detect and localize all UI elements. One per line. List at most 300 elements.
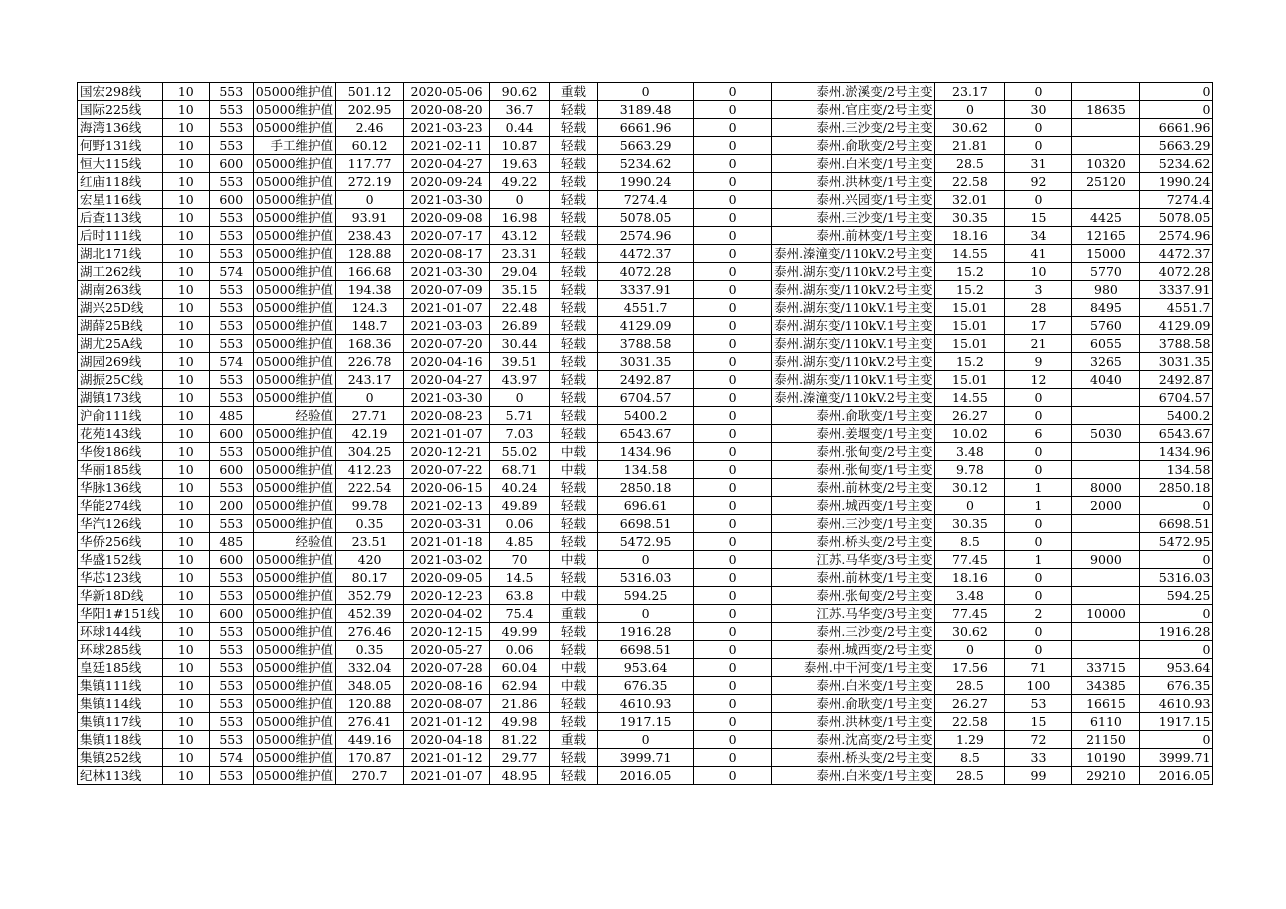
cell-transformer[interactable]: 泰州.湖东变/110kV.1号主变: [772, 317, 935, 335]
cell-line-name[interactable]: 华芯123线: [78, 569, 163, 587]
cell-line-name[interactable]: 华能274线: [78, 497, 163, 515]
cell-source-type[interactable]: 05000维护值: [253, 443, 335, 461]
cell-voltage[interactable]: 10: [162, 569, 209, 587]
cell-rated-current[interactable]: 600: [209, 605, 253, 623]
cell-user-count[interactable]: 0: [1005, 407, 1072, 425]
cell-line-name[interactable]: 国际225线: [78, 101, 163, 119]
cell-line-name[interactable]: 环球285线: [78, 641, 163, 659]
cell-user-count[interactable]: 0: [1005, 569, 1072, 587]
cell-transformer[interactable]: 泰州.桥头变/2号主变: [772, 749, 935, 767]
cell-line-name[interactable]: 华阳1#151线: [78, 605, 163, 623]
cell-transformer[interactable]: 泰州.张甸变/2号主变: [772, 587, 935, 605]
cell-load-rate[interactable]: 0.06: [490, 515, 550, 533]
cell-rated-current[interactable]: 553: [209, 119, 253, 137]
cell-last-value[interactable]: 2574.96: [1140, 227, 1213, 245]
cell-last-value[interactable]: 2016.05: [1140, 767, 1213, 785]
cell-load-current[interactable]: 243.17: [336, 371, 404, 389]
cell-load-current[interactable]: 332.04: [336, 659, 404, 677]
cell-voltage[interactable]: 10: [162, 137, 209, 155]
cell-date[interactable]: 2021-03-02: [404, 551, 490, 569]
cell-col-zero[interactable]: 0: [694, 767, 772, 785]
cell-user-count[interactable]: 1: [1005, 497, 1072, 515]
cell-last-value[interactable]: 6661.96: [1140, 119, 1213, 137]
cell-line-name[interactable]: 海湾136线: [78, 119, 163, 137]
cell-load-status[interactable]: 轻载: [550, 101, 598, 119]
cell-user-count[interactable]: 28: [1005, 299, 1072, 317]
cell-col-zero[interactable]: 0: [694, 623, 772, 641]
cell-transformer-value[interactable]: 1.29: [935, 731, 1005, 749]
cell-last-value[interactable]: 7274.4: [1140, 191, 1213, 209]
cell-rated-current[interactable]: 574: [209, 749, 253, 767]
cell-line-name[interactable]: 集镇114线: [78, 695, 163, 713]
cell-rated-current[interactable]: 553: [209, 641, 253, 659]
cell-transformer-value[interactable]: 30.12: [935, 479, 1005, 497]
cell-available-capacity[interactable]: 3999.71: [598, 749, 694, 767]
cell-voltage[interactable]: 10: [162, 443, 209, 461]
cell-line-name[interactable]: 集镇252线: [78, 749, 163, 767]
cell-voltage[interactable]: 10: [162, 641, 209, 659]
cell-rated-current[interactable]: 553: [209, 389, 253, 407]
cell-load-status[interactable]: 轻载: [550, 137, 598, 155]
cell-transformer[interactable]: 泰州.俞耿变/1号主变: [772, 407, 935, 425]
cell-load-status[interactable]: 中载: [550, 677, 598, 695]
cell-transformer[interactable]: 泰州.白米变/1号主变: [772, 677, 935, 695]
cell-available-capacity[interactable]: 953.64: [598, 659, 694, 677]
cell-rated-current[interactable]: 553: [209, 569, 253, 587]
cell-col-zero[interactable]: 0: [694, 191, 772, 209]
cell-source-type[interactable]: 05000维护值: [253, 191, 335, 209]
cell-rated-current[interactable]: 553: [209, 245, 253, 263]
cell-voltage[interactable]: 10: [162, 173, 209, 191]
cell-line-name[interactable]: 华丽185线: [78, 461, 163, 479]
cell-user-count[interactable]: 0: [1005, 533, 1072, 551]
cell-source-type[interactable]: 05000维护值: [253, 371, 335, 389]
cell-last-value[interactable]: 2492.87: [1140, 371, 1213, 389]
cell-user-count[interactable]: 0: [1005, 623, 1072, 641]
cell-user-count[interactable]: 15: [1005, 209, 1072, 227]
cell-transformer[interactable]: 泰州.三沙变/1号主变: [772, 209, 935, 227]
cell-available-capacity[interactable]: 2016.05: [598, 767, 694, 785]
cell-voltage[interactable]: 10: [162, 749, 209, 767]
cell-load-current[interactable]: 80.17: [336, 569, 404, 587]
cell-col-zero[interactable]: 0: [694, 425, 772, 443]
cell-date[interactable]: 2020-04-02: [404, 605, 490, 623]
cell-user-capacity[interactable]: 33715: [1072, 659, 1140, 677]
cell-line-name[interactable]: 红庙118线: [78, 173, 163, 191]
cell-available-capacity[interactable]: 5234.62: [598, 155, 694, 173]
cell-date[interactable]: 2020-07-09: [404, 281, 490, 299]
cell-available-capacity[interactable]: 2492.87: [598, 371, 694, 389]
cell-voltage[interactable]: 10: [162, 191, 209, 209]
cell-date[interactable]: 2020-08-17: [404, 245, 490, 263]
cell-load-current[interactable]: 128.88: [336, 245, 404, 263]
cell-user-count[interactable]: 31: [1005, 155, 1072, 173]
cell-last-value[interactable]: 953.64: [1140, 659, 1213, 677]
cell-load-current[interactable]: 348.05: [336, 677, 404, 695]
cell-load-rate[interactable]: 26.89: [490, 317, 550, 335]
cell-user-capacity[interactable]: [1072, 389, 1140, 407]
cell-transformer-value[interactable]: 32.01: [935, 191, 1005, 209]
cell-source-type[interactable]: 05000维护值: [253, 425, 335, 443]
cell-voltage[interactable]: 10: [162, 281, 209, 299]
cell-user-capacity[interactable]: [1072, 515, 1140, 533]
cell-voltage[interactable]: 10: [162, 317, 209, 335]
cell-col-zero[interactable]: 0: [694, 353, 772, 371]
cell-date[interactable]: 2020-08-07: [404, 695, 490, 713]
cell-available-capacity[interactable]: 5078.05: [598, 209, 694, 227]
cell-load-rate[interactable]: 49.98: [490, 713, 550, 731]
cell-line-name[interactable]: 湖镇173线: [78, 389, 163, 407]
cell-load-current[interactable]: 276.41: [336, 713, 404, 731]
cell-col-zero[interactable]: 0: [694, 389, 772, 407]
cell-source-type[interactable]: 05000维护值: [253, 605, 335, 623]
cell-transformer-value[interactable]: 3.48: [935, 443, 1005, 461]
cell-last-value[interactable]: 4551.7: [1140, 299, 1213, 317]
cell-user-capacity[interactable]: 8495: [1072, 299, 1140, 317]
cell-date[interactable]: 2021-01-07: [404, 425, 490, 443]
cell-line-name[interactable]: 宏星116线: [78, 191, 163, 209]
cell-load-rate[interactable]: 75.4: [490, 605, 550, 623]
cell-available-capacity[interactable]: 4129.09: [598, 317, 694, 335]
cell-load-status[interactable]: 轻载: [550, 695, 598, 713]
cell-available-capacity[interactable]: 5472.95: [598, 533, 694, 551]
cell-available-capacity[interactable]: 5663.29: [598, 137, 694, 155]
cell-source-type[interactable]: 05000维护值: [253, 569, 335, 587]
cell-user-capacity[interactable]: 10000: [1072, 605, 1140, 623]
cell-transformer[interactable]: 泰州.湖东变/110kV.2号主变: [772, 353, 935, 371]
cell-load-rate[interactable]: 35.15: [490, 281, 550, 299]
cell-load-status[interactable]: 轻载: [550, 317, 598, 335]
cell-transformer[interactable]: 泰州.桥头变/2号主变: [772, 533, 935, 551]
cell-load-status[interactable]: 轻载: [550, 353, 598, 371]
cell-line-name[interactable]: 集镇111线: [78, 677, 163, 695]
cell-transformer[interactable]: 泰州.洪林变/1号主变: [772, 713, 935, 731]
cell-load-status[interactable]: 中载: [550, 551, 598, 569]
cell-transformer[interactable]: 泰州.俞耿变/1号主变: [772, 695, 935, 713]
cell-line-name[interactable]: 湖尤25A线: [78, 335, 163, 353]
cell-load-status[interactable]: 轻载: [550, 389, 598, 407]
cell-load-rate[interactable]: 30.44: [490, 335, 550, 353]
cell-user-capacity[interactable]: 29210: [1072, 767, 1140, 785]
cell-load-status[interactable]: 轻载: [550, 407, 598, 425]
cell-voltage[interactable]: 10: [162, 767, 209, 785]
cell-load-status[interactable]: 轻载: [550, 569, 598, 587]
cell-date[interactable]: 2020-09-08: [404, 209, 490, 227]
cell-col-zero[interactable]: 0: [694, 101, 772, 119]
cell-load-rate[interactable]: 0.44: [490, 119, 550, 137]
cell-user-capacity[interactable]: 4040: [1072, 371, 1140, 389]
cell-available-capacity[interactable]: 7274.4: [598, 191, 694, 209]
cell-load-status[interactable]: 重载: [550, 731, 598, 749]
cell-load-rate[interactable]: 55.02: [490, 443, 550, 461]
cell-available-capacity[interactable]: 3788.58: [598, 335, 694, 353]
cell-load-current[interactable]: 27.71: [336, 407, 404, 425]
cell-voltage[interactable]: 10: [162, 353, 209, 371]
cell-transformer[interactable]: 泰州.沈高变/2号主变: [772, 731, 935, 749]
cell-line-name[interactable]: 皇廷185线: [78, 659, 163, 677]
cell-date[interactable]: 2020-04-27: [404, 155, 490, 173]
cell-rated-current[interactable]: 553: [209, 101, 253, 119]
cell-rated-current[interactable]: 553: [209, 731, 253, 749]
cell-source-type[interactable]: 05000维护值: [253, 317, 335, 335]
cell-source-type[interactable]: 05000维护值: [253, 83, 335, 101]
cell-rated-current[interactable]: 574: [209, 263, 253, 281]
cell-transformer[interactable]: 泰州.俞耿变/2号主变: [772, 137, 935, 155]
cell-load-current[interactable]: 0: [336, 389, 404, 407]
cell-line-name[interactable]: 何野131线: [78, 137, 163, 155]
cell-source-type[interactable]: 05000维护值: [253, 335, 335, 353]
cell-transformer-value[interactable]: 15.01: [935, 335, 1005, 353]
cell-voltage[interactable]: 10: [162, 245, 209, 263]
cell-source-type[interactable]: 05000维护值: [253, 263, 335, 281]
cell-voltage[interactable]: 10: [162, 461, 209, 479]
cell-available-capacity[interactable]: 3189.48: [598, 101, 694, 119]
cell-line-name[interactable]: 华盛152线: [78, 551, 163, 569]
cell-user-count[interactable]: 72: [1005, 731, 1072, 749]
cell-date[interactable]: 2020-03-31: [404, 515, 490, 533]
cell-last-value[interactable]: 676.35: [1140, 677, 1213, 695]
cell-load-current[interactable]: 23.51: [336, 533, 404, 551]
cell-line-name[interactable]: 纪林113线: [78, 767, 163, 785]
cell-col-zero[interactable]: 0: [694, 209, 772, 227]
cell-date[interactable]: 2020-04-16: [404, 353, 490, 371]
cell-voltage[interactable]: 10: [162, 659, 209, 677]
cell-date[interactable]: 2020-12-21: [404, 443, 490, 461]
cell-col-zero[interactable]: 0: [694, 713, 772, 731]
cell-transformer[interactable]: 泰州.洪林变/1号主变: [772, 173, 935, 191]
cell-user-count[interactable]: 0: [1005, 191, 1072, 209]
cell-last-value[interactable]: 6698.51: [1140, 515, 1213, 533]
cell-voltage[interactable]: 10: [162, 515, 209, 533]
cell-user-count[interactable]: 2: [1005, 605, 1072, 623]
cell-load-rate[interactable]: 49.99: [490, 623, 550, 641]
cell-transformer-value[interactable]: 14.55: [935, 389, 1005, 407]
cell-load-status[interactable]: 轻载: [550, 623, 598, 641]
cell-last-value[interactable]: 6543.67: [1140, 425, 1213, 443]
cell-load-status[interactable]: 中载: [550, 461, 598, 479]
cell-date[interactable]: 2020-09-05: [404, 569, 490, 587]
cell-rated-current[interactable]: 485: [209, 533, 253, 551]
cell-col-zero[interactable]: 0: [694, 731, 772, 749]
cell-voltage[interactable]: 10: [162, 731, 209, 749]
cell-line-name[interactable]: 花苑143线: [78, 425, 163, 443]
cell-col-zero[interactable]: 0: [694, 299, 772, 317]
cell-available-capacity[interactable]: 1434.96: [598, 443, 694, 461]
cell-last-value[interactable]: 1990.24: [1140, 173, 1213, 191]
cell-transformer[interactable]: 泰州.三沙变/1号主变: [772, 515, 935, 533]
cell-source-type[interactable]: 05000维护值: [253, 587, 335, 605]
cell-rated-current[interactable]: 553: [209, 767, 253, 785]
cell-load-current[interactable]: 2.46: [336, 119, 404, 137]
cell-last-value[interactable]: 0: [1140, 497, 1213, 515]
cell-col-zero[interactable]: 0: [694, 137, 772, 155]
cell-transformer[interactable]: 泰州.官庄变/2号主变: [772, 101, 935, 119]
cell-user-count[interactable]: 12: [1005, 371, 1072, 389]
cell-voltage[interactable]: 10: [162, 425, 209, 443]
cell-line-name[interactable]: 国宏298线: [78, 83, 163, 101]
cell-available-capacity[interactable]: 0: [598, 83, 694, 101]
cell-date[interactable]: 2020-07-20: [404, 335, 490, 353]
cell-load-status[interactable]: 中载: [550, 587, 598, 605]
cell-col-zero[interactable]: 0: [694, 461, 772, 479]
cell-load-rate[interactable]: 90.62: [490, 83, 550, 101]
cell-last-value[interactable]: 5400.2: [1140, 407, 1213, 425]
cell-available-capacity[interactable]: 0: [598, 551, 694, 569]
cell-transformer-value[interactable]: 30.35: [935, 209, 1005, 227]
cell-load-status[interactable]: 轻载: [550, 641, 598, 659]
cell-transformer-value[interactable]: 22.58: [935, 173, 1005, 191]
cell-transformer-value[interactable]: 15.2: [935, 353, 1005, 371]
cell-transformer[interactable]: 江苏.马华变/3号主变: [772, 551, 935, 569]
cell-user-capacity[interactable]: [1072, 119, 1140, 137]
cell-voltage[interactable]: 10: [162, 83, 209, 101]
cell-last-value[interactable]: 0: [1140, 605, 1213, 623]
cell-col-zero[interactable]: 0: [694, 83, 772, 101]
cell-load-rate[interactable]: 68.71: [490, 461, 550, 479]
cell-load-current[interactable]: 202.95: [336, 101, 404, 119]
cell-user-count[interactable]: 17: [1005, 317, 1072, 335]
cell-transformer[interactable]: 泰州.白米变/1号主变: [772, 155, 935, 173]
cell-load-status[interactable]: 轻载: [550, 533, 598, 551]
cell-last-value[interactable]: 3337.91: [1140, 281, 1213, 299]
cell-transformer-value[interactable]: 0: [935, 101, 1005, 119]
cell-load-status[interactable]: 轻载: [550, 299, 598, 317]
cell-col-zero[interactable]: 0: [694, 695, 772, 713]
cell-col-zero[interactable]: 0: [694, 281, 772, 299]
cell-date[interactable]: 2020-09-24: [404, 173, 490, 191]
cell-load-current[interactable]: 124.3: [336, 299, 404, 317]
cell-load-rate[interactable]: 60.04: [490, 659, 550, 677]
cell-load-rate[interactable]: 39.51: [490, 353, 550, 371]
cell-rated-current[interactable]: 553: [209, 659, 253, 677]
cell-source-type[interactable]: 05000维护值: [253, 749, 335, 767]
cell-transformer-value[interactable]: 8.5: [935, 533, 1005, 551]
cell-load-rate[interactable]: 29.04: [490, 263, 550, 281]
cell-user-capacity[interactable]: 6055: [1072, 335, 1140, 353]
cell-col-zero[interactable]: 0: [694, 407, 772, 425]
cell-voltage[interactable]: 10: [162, 587, 209, 605]
cell-load-current[interactable]: 194.38: [336, 281, 404, 299]
cell-source-type[interactable]: 05000维护值: [253, 173, 335, 191]
cell-load-rate[interactable]: 4.85: [490, 533, 550, 551]
cell-load-status[interactable]: 轻载: [550, 479, 598, 497]
cell-user-count[interactable]: 0: [1005, 389, 1072, 407]
cell-transformer-value[interactable]: 9.78: [935, 461, 1005, 479]
cell-available-capacity[interactable]: 0: [598, 731, 694, 749]
cell-load-rate[interactable]: 14.5: [490, 569, 550, 587]
cell-last-value[interactable]: 6704.57: [1140, 389, 1213, 407]
cell-user-count[interactable]: 10: [1005, 263, 1072, 281]
cell-transformer[interactable]: 泰州.湖东变/110kV.1号主变: [772, 335, 935, 353]
cell-load-rate[interactable]: 0.06: [490, 641, 550, 659]
cell-load-status[interactable]: 轻载: [550, 335, 598, 353]
cell-user-capacity[interactable]: [1072, 83, 1140, 101]
cell-user-capacity[interactable]: 4425: [1072, 209, 1140, 227]
cell-col-zero[interactable]: 0: [694, 245, 772, 263]
cell-date[interactable]: 2020-08-20: [404, 101, 490, 119]
cell-user-capacity[interactable]: 16615: [1072, 695, 1140, 713]
cell-last-value[interactable]: 4610.93: [1140, 695, 1213, 713]
cell-transformer-value[interactable]: 28.5: [935, 767, 1005, 785]
cell-rated-current[interactable]: 553: [209, 695, 253, 713]
cell-transformer-value[interactable]: 15.2: [935, 281, 1005, 299]
cell-last-value[interactable]: 4072.28: [1140, 263, 1213, 281]
cell-rated-current[interactable]: 600: [209, 155, 253, 173]
cell-load-status[interactable]: 轻载: [550, 515, 598, 533]
cell-transformer[interactable]: 泰州.白米变/1号主变: [772, 767, 935, 785]
cell-col-zero[interactable]: 0: [694, 749, 772, 767]
cell-available-capacity[interactable]: 676.35: [598, 677, 694, 695]
cell-date[interactable]: 2021-01-07: [404, 299, 490, 317]
cell-transformer[interactable]: 泰州.兴园变/1号主变: [772, 191, 935, 209]
cell-voltage[interactable]: 10: [162, 713, 209, 731]
cell-col-zero[interactable]: 0: [694, 317, 772, 335]
cell-transformer-value[interactable]: 30.35: [935, 515, 1005, 533]
cell-available-capacity[interactable]: 3031.35: [598, 353, 694, 371]
cell-user-capacity[interactable]: 5030: [1072, 425, 1140, 443]
cell-load-rate[interactable]: 16.98: [490, 209, 550, 227]
cell-transformer[interactable]: 泰州.三沙变/2号主变: [772, 119, 935, 137]
cell-load-current[interactable]: 412.23: [336, 461, 404, 479]
cell-load-rate[interactable]: 10.87: [490, 137, 550, 155]
cell-load-status[interactable]: 轻载: [550, 371, 598, 389]
cell-available-capacity[interactable]: 1916.28: [598, 623, 694, 641]
cell-line-name[interactable]: 后时111线: [78, 227, 163, 245]
cell-rated-current[interactable]: 600: [209, 461, 253, 479]
cell-available-capacity[interactable]: 6698.51: [598, 641, 694, 659]
cell-load-current[interactable]: 270.7: [336, 767, 404, 785]
cell-available-capacity[interactable]: 1917.15: [598, 713, 694, 731]
cell-load-current[interactable]: 352.79: [336, 587, 404, 605]
cell-transformer-value[interactable]: 15.01: [935, 317, 1005, 335]
cell-load-status[interactable]: 轻载: [550, 173, 598, 191]
cell-date[interactable]: 2020-12-15: [404, 623, 490, 641]
cell-transformer-value[interactable]: 77.45: [935, 551, 1005, 569]
cell-user-count[interactable]: 0: [1005, 461, 1072, 479]
cell-user-capacity[interactable]: [1072, 461, 1140, 479]
cell-last-value[interactable]: 1917.15: [1140, 713, 1213, 731]
cell-voltage[interactable]: 10: [162, 551, 209, 569]
cell-user-count[interactable]: 1: [1005, 551, 1072, 569]
cell-user-capacity[interactable]: 25120: [1072, 173, 1140, 191]
cell-load-status[interactable]: 轻载: [550, 227, 598, 245]
cell-load-current[interactable]: 42.19: [336, 425, 404, 443]
cell-load-status[interactable]: 重载: [550, 605, 598, 623]
cell-load-status[interactable]: 中载: [550, 443, 598, 461]
cell-load-rate[interactable]: 70: [490, 551, 550, 569]
cell-load-current[interactable]: 272.19: [336, 173, 404, 191]
cell-date[interactable]: 2020-12-23: [404, 587, 490, 605]
cell-last-value[interactable]: 1916.28: [1140, 623, 1213, 641]
cell-transformer-value[interactable]: 21.81: [935, 137, 1005, 155]
cell-line-name[interactable]: 恒大115线: [78, 155, 163, 173]
cell-rated-current[interactable]: 553: [209, 515, 253, 533]
cell-source-type[interactable]: 经验值: [253, 533, 335, 551]
cell-user-count[interactable]: 0: [1005, 587, 1072, 605]
cell-line-name[interactable]: 集镇117线: [78, 713, 163, 731]
cell-load-current[interactable]: 170.87: [336, 749, 404, 767]
cell-date[interactable]: 2020-07-22: [404, 461, 490, 479]
cell-source-type[interactable]: 05000维护值: [253, 299, 335, 317]
cell-user-count[interactable]: 0: [1005, 83, 1072, 101]
cell-user-capacity[interactable]: [1072, 533, 1140, 551]
cell-last-value[interactable]: 3999.71: [1140, 749, 1213, 767]
cell-line-name[interactable]: 华脉136线: [78, 479, 163, 497]
cell-load-current[interactable]: 148.7: [336, 317, 404, 335]
cell-user-count[interactable]: 33: [1005, 749, 1072, 767]
cell-source-type[interactable]: 05000维护值: [253, 551, 335, 569]
cell-line-name[interactable]: 华侨256线: [78, 533, 163, 551]
